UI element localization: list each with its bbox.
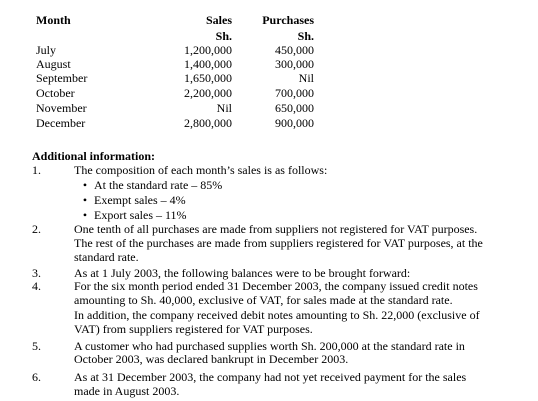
sales-header: Sales [205, 13, 232, 27]
item-text: For the six month period ended 31 December 2003, the company issued credit notes [74, 279, 478, 293]
item-text: The composition of each month’s sales is as follows: [74, 163, 328, 177]
sales-unit: Sh. [215, 29, 232, 43]
bullet-text: Exempt sales – 4% [94, 193, 186, 207]
row-month: December [36, 116, 86, 130]
row-sales: 2,200,000 [184, 86, 232, 100]
item-number: 6. [32, 370, 41, 384]
item-text: In addition, the company received debit notes amounting to Sh. 22,000 (exclusive of [74, 308, 480, 322]
row-purchases: 900,000 [275, 116, 314, 130]
bullet-icon: • [82, 178, 88, 192]
item-number: 3. [32, 266, 41, 280]
row-sales: 1,400,000 [184, 57, 232, 71]
row-purchases: 650,000 [275, 101, 314, 115]
row-sales: Nil [216, 101, 232, 115]
item-text: made in August 2003. [74, 384, 180, 398]
row-purchases: Nil [298, 71, 314, 85]
purchases-header: Purchases [262, 13, 314, 27]
row-sales: 1,200,000 [184, 43, 232, 57]
bullet-icon: • [82, 208, 88, 222]
item-text: standard rate. [74, 250, 139, 264]
month-header: Month [36, 13, 71, 27]
item-text: As at 1 July 2003, the following balances were to be brought forward: [74, 266, 411, 280]
item-text: amounting to Sh. 40,000, exclusive of VAT, for sales made at the standard rate. [74, 293, 453, 307]
row-month: October [36, 86, 75, 100]
item-number: 5. [32, 339, 41, 353]
bullet-text: At the standard rate – 85% [94, 178, 223, 192]
purchases-unit: Sh. [297, 29, 314, 43]
item-number: 4. [32, 279, 41, 293]
item-text: One tenth of all purchases are made from suppliers not registered for VAT purposes. [74, 222, 478, 236]
item-text: VAT) from suppliers registered for VAT purposes. [74, 322, 313, 336]
additional-info-heading: Additional information: [32, 149, 156, 163]
item-number: 2. [32, 222, 41, 236]
row-month: November [36, 101, 87, 115]
row-purchases: 700,000 [275, 86, 314, 100]
item-text: As at 31 December 2003, the company had not yet received payment for the sales [74, 370, 467, 384]
item-number: 1. [32, 163, 41, 177]
item-text: The rest of the purchases are made from suppliers registered for VAT purposes, at the [74, 236, 483, 250]
row-sales: 1,650,000 [184, 71, 232, 85]
row-month: July [36, 43, 57, 57]
row-purchases: 450,000 [275, 43, 314, 57]
item-text: October 2003, was declared bankrupt in December 2003. [74, 352, 349, 366]
row-month: August [36, 57, 71, 71]
bullet-icon: • [82, 193, 88, 207]
row-purchases: 300,000 [275, 57, 314, 71]
row-month: September [36, 71, 88, 85]
row-sales: 2,800,000 [184, 116, 232, 130]
item-text: A customer who had purchased supplies worth Sh. 200,000 at the standard rate in [74, 339, 465, 353]
bullet-text: Export sales – 11% [94, 208, 187, 222]
